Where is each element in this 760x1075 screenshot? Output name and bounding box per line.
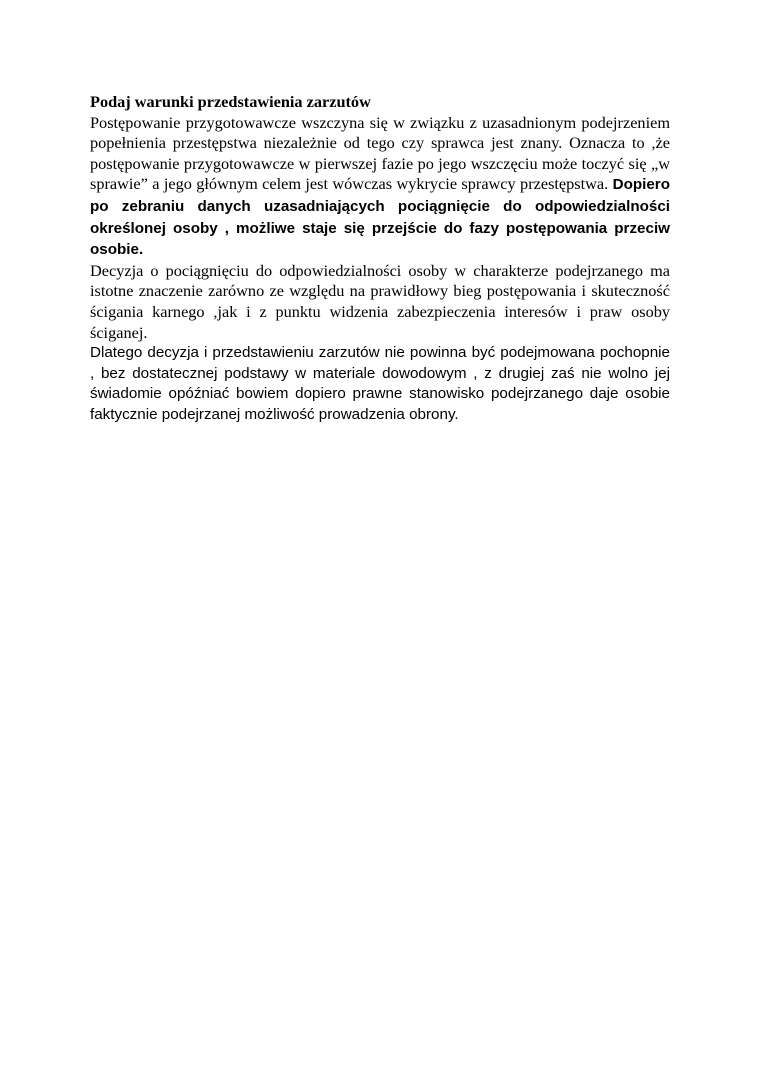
paragraph-3	[90, 343, 670, 425]
paragraph-3-last-word: obrony.	[409, 405, 459, 423]
document-body	[90, 92, 670, 426]
document-title: Podaj warunki przedstawienia zarzutów	[90, 92, 371, 111]
paragraph-1-bold-text: Dopiero po zebraniu danych uzasadniających pociągnięcie do odpowiedzialności określonej osoby , możliwe staje się przejście do fazy postępowania przeciw osobie.	[90, 176, 670, 259]
paragraph-1	[90, 113, 670, 261]
paragraph-2: Decyzja o pociągnięciu do odpowiedzialności osoby w charakterze podejrzanego ma istotne znaczenie zarówno ze względu na prawidłowy bieg postępowania i skuteczność ścigania karnego ,jak i z punktu widzenia zabezpieczenia interesów i praw osoby ściganej.	[90, 260, 670, 342]
paragraph-1-text: Postępowanie przygotowawcze wszczyna się w związku z uzasadnionym podejrzeniem popełnienia przestępstwa niezależnie od tego czy sprawca jest znany. Oznacza to ,że postępowanie przygotowawcze w pierwszej fazie po jego wszczęciu może toczyć się „w sprawie” a jego głównym celem jest wówczas wykrycie sprawcy przestępstwa.	[90, 112, 670, 194]
paragraph-3-text: Dlatego decyzja i przedstawieniu zarzutów nie powinna być podejmowana pochopnie , bez dostatecznej podstawy w materiale dowodowym , z drugiej zaś nie wolno jej świadomie opóźniać bowiem dopiero prawne stanowisko podejrzanego daje osobie faktycznie podejrzanej możliwość prowadzenia	[90, 344, 670, 423]
